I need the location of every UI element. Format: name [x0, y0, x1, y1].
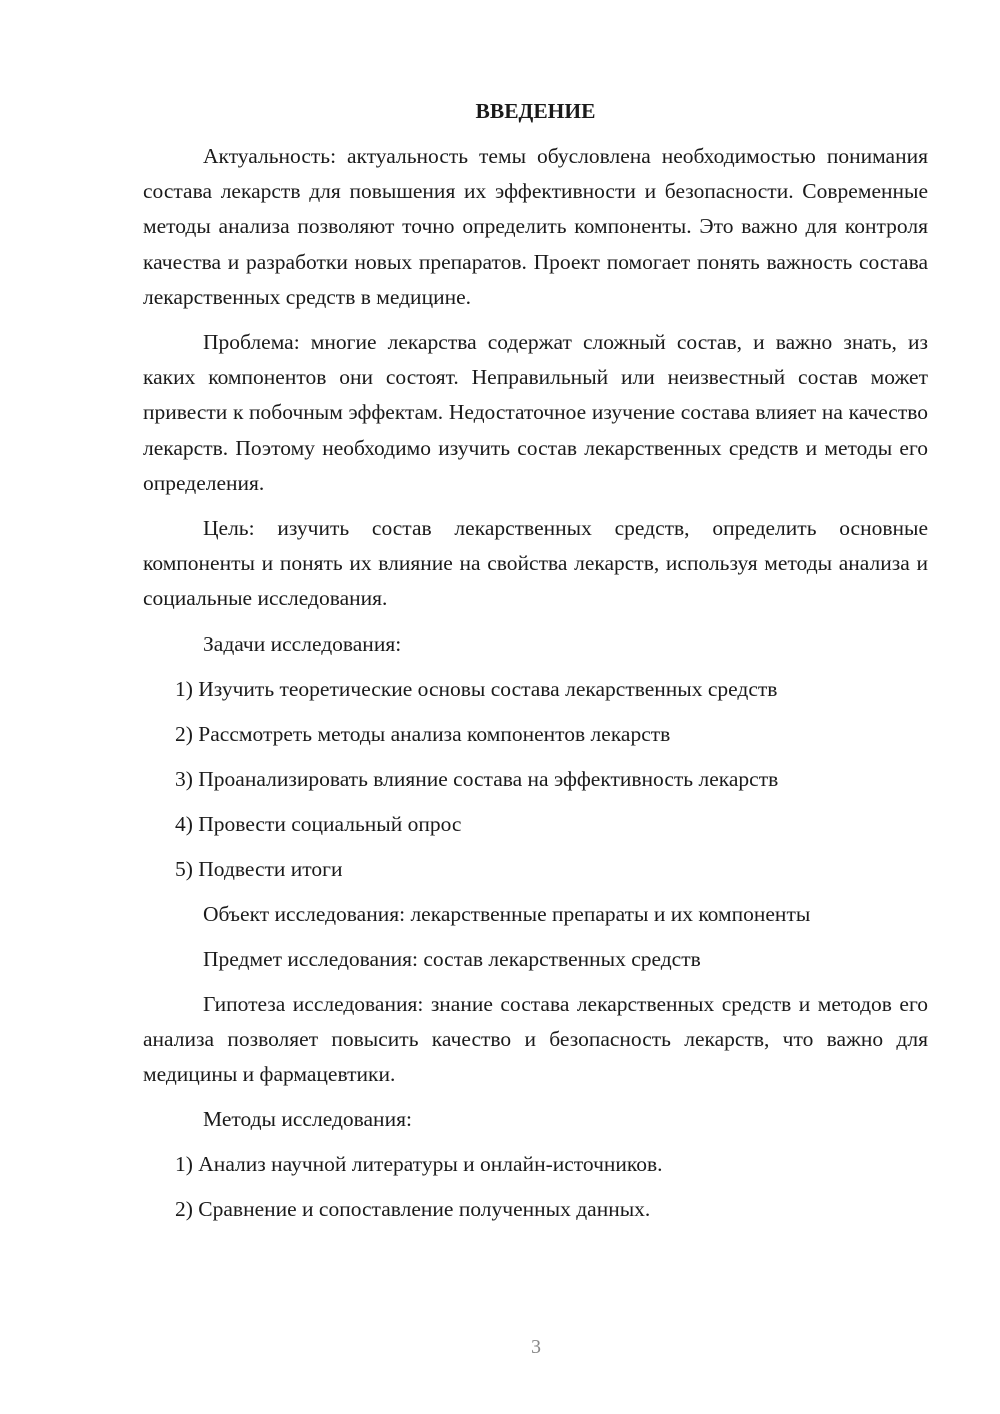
list-item: 3) Проанализировать влияние состава на эффективность лекарств	[175, 766, 779, 791]
list-item: 4) Провести социальный опрос	[175, 811, 462, 836]
relevance-paragraph: Актуальность: актуальность темы обусловлена необходимостью понимания состава лекарств для повышения их эффективности и безопасности. Современные методы анализа позволяют точно определить компоненты. Это важно для контроля качества и разработки новых препаратов. Проект помогает понять важность состава лекарственных средств в медицине.	[143, 144, 928, 309]
list-item: 1) Изучить теоретические основы состава лекарственных средств	[175, 676, 778, 701]
page-number: 3	[531, 1336, 541, 1358]
methods-list	[143, 1147, 928, 1227]
subject-paragraph: Предмет исследования: состав лекарственных средств	[203, 946, 701, 971]
page-content	[143, 94, 928, 1227]
tasks-heading: Задачи исследования:	[203, 631, 402, 656]
list-item: 1) Анализ научной литературы и онлайн-источников.	[175, 1152, 663, 1177]
object-paragraph: Объект исследования: лекарственные препараты и их компоненты	[203, 901, 811, 926]
page-title: ВВЕДЕНИЕ	[475, 99, 596, 123]
list-item: 5) Подвести итоги	[175, 856, 343, 881]
goal-paragraph: Цель: изучить состав лекарственных средств, определить основные компоненты и понять их влияние на свойства лекарств, используя методы анализа и социальные исследования.	[143, 516, 928, 611]
tasks-list	[143, 672, 928, 887]
list-item: 2) Сравнение и сопоставление полученных данных.	[175, 1197, 651, 1222]
hypothesis-paragraph: Гипотеза исследования: знание состава лекарственных средств и методов его анализа позволяет повысить качество и безопасность лекарств, что важно для медицины и фармацевтики.	[143, 991, 928, 1087]
methods-heading: Методы исследования:	[203, 1107, 412, 1132]
problem-paragraph: Проблема: многие лекарства содержат сложный состав, и важно знать, из каких компонентов они состоят. Неправильный или неизвестный состав может привести к побочным эффектам. Недостаточное изучение состава влияет на качество лекарств. Поэтому необходимо изучить состав лекарственных средств и методы его определения.	[143, 330, 928, 495]
list-item: 2) Рассмотреть методы анализа компонентов лекарств	[175, 721, 671, 746]
